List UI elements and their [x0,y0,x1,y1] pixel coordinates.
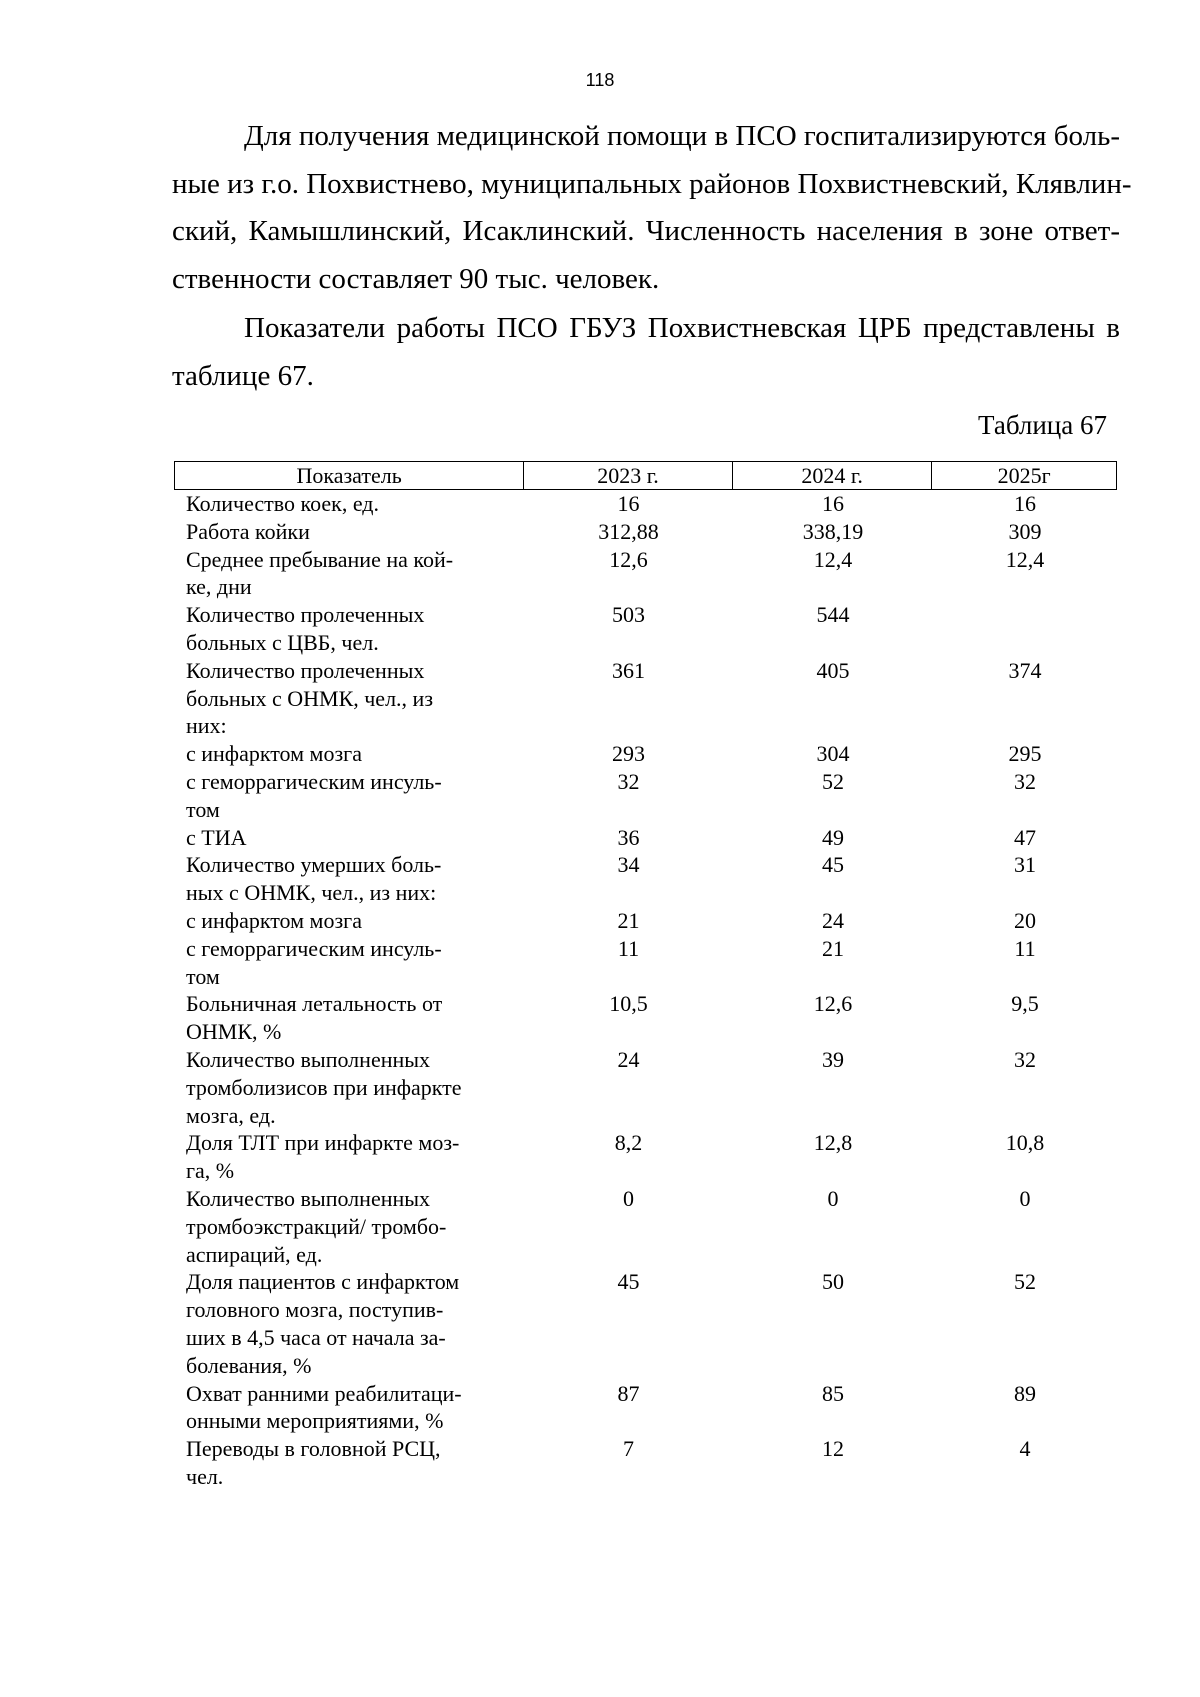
page-number: 118 [585,70,615,90]
indicator-label-line: них: [186,713,227,739]
value-cell-2023: 12,6 [609,546,648,572]
column-header-2024: 2024 г. [733,462,933,489]
indicator-label-line: ке, дни [186,574,252,600]
table-row [174,935,1117,991]
value-cell-2024: 405 [816,657,850,683]
indicator-cell [174,1046,524,1129]
indicator-label-line: Количество умерших боль- [186,852,442,878]
indicator-label-line: Работа койки [186,518,310,544]
indicator-label-line: с инфарктом мозга [186,907,362,933]
value-cell-2024: 24 [822,907,844,933]
value-cell-2023: 0 [623,1185,634,1211]
indicator-cell [174,518,524,546]
indicator-label-line: Количество пролеченных [186,657,425,683]
value-cell-2025: 0 [1019,1185,1031,1211]
table-row [174,768,1117,824]
indicator-label-line: ОНМК, % [186,1019,282,1045]
indicator-cell [174,1380,524,1436]
indicator-label-line: Переводы в головной РСЦ, [186,1436,441,1462]
table-row [174,851,1117,907]
value-cell-2023: 36 [617,824,640,850]
value-cell-2024: 49 [822,824,844,850]
indicator-cell [174,1185,524,1268]
indicator-label-line: Среднее пребывание на кой- [186,546,454,572]
value-cell-2025 [933,601,1117,657]
table-row [174,546,1117,602]
value-cell-2025: 309 [1008,518,1042,544]
indicator-cell [174,851,524,907]
indicator-cell [174,490,524,518]
indicator-cell [174,1435,524,1491]
value-cell-2024: 39 [822,1046,844,1072]
indicator-label-line: мозга, ед. [186,1102,276,1128]
indicator-cell [174,546,524,602]
value-cell-2023: 7 [623,1436,634,1462]
table-caption: Таблица 67 [978,410,1107,440]
table-row [174,1435,1117,1491]
paragraph-hospitalization [172,113,1132,304]
value-cell-2025: 47 [1014,824,1036,850]
indicator-label-line: с геморрагическим инсуль- [186,935,442,961]
table-row [174,1129,1117,1185]
paragraph-line: Показатели работы ПСО ГБУЗ Похвистневская ЦРБ представлены в [244,312,1120,344]
indicator-label-line: с инфарктом мозга [186,741,362,767]
indicator-cell [174,657,524,740]
indicator-label-line: онными мероприятиями, % [186,1408,444,1434]
value-cell-2023: 21 [617,907,640,933]
value-cell-2025: 89 [1014,1380,1036,1406]
indicator-label-line: болевания, % [186,1352,312,1378]
value-cell-2023: 312,88 [598,518,659,544]
value-cell-2023: 34 [617,852,640,878]
value-cell-2025: 374 [1008,657,1042,683]
table-row [174,907,1117,935]
value-cell-2024: 12,8 [813,1130,853,1156]
indicator-label-line: ных с ОНМК, чел., из них: [186,880,437,906]
value-cell-2025: 20 [1014,907,1036,933]
paragraph-line: таблице 67. [172,359,314,392]
value-cell-2023: 503 [612,602,645,628]
paragraph-table-intro [172,305,1120,400]
value-cell-2024: 16 [822,491,844,516]
value-cell-2023: 293 [612,741,645,767]
value-cell-2024: 85 [822,1380,844,1406]
value-cell-2023: 8,2 [614,1130,643,1156]
indicator-label-line: с ТИА [186,824,247,850]
table-row [174,1046,1117,1129]
value-cell-2024: 50 [822,1269,844,1295]
paragraph-line: ные из г.о. Похвистнево, муниципальных районов Похвистневский, Клявлин- [172,167,1132,200]
value-cell-2023: 87 [617,1380,640,1406]
value-cell-2025: 11 [1014,935,1036,961]
table-row [174,601,1117,657]
value-cell-2025: 4 [1019,1436,1031,1462]
value-cell-2024: 12,6 [813,991,853,1017]
indicator-cell [174,935,524,991]
indicator-label-line: Больничная летальность от [186,991,443,1017]
value-cell-2025: 12,4 [1005,546,1045,572]
value-cell-2024: 304 [816,741,850,767]
value-cell-2023: 10,5 [609,991,648,1017]
indicator-label-line: тромбоэкстракций/ тромбо- [186,1213,447,1239]
indicator-cell [174,740,524,768]
table-row [174,1380,1117,1436]
value-cell-2025: 295 [1008,741,1042,767]
indicator-label-line: Охват ранними реабилитаци- [186,1380,462,1406]
indicator-label-line: с геморрагическим инсуль- [186,768,442,794]
value-cell-2024: 338,19 [802,518,864,544]
indicator-label-line: больных с ЦВБ, чел. [186,629,379,655]
value-cell-2024: 544 [816,602,850,628]
indicator-label-line: Количество выполненных [186,1046,431,1072]
value-cell-2025: 16 [1014,491,1036,516]
table-row [174,740,1117,768]
value-cell-2025: 10,8 [1005,1130,1045,1156]
value-cell-2025: 31 [1014,852,1036,878]
indicator-cell [174,990,524,1046]
indicator-cell [174,907,524,935]
value-cell-2024: 45 [822,852,844,878]
indicator-label-line: больных с ОНМК, чел., из [186,685,434,711]
table-body [174,490,1117,1491]
table-row [174,657,1117,740]
value-cell-2025: 9,5 [1011,991,1039,1017]
table-row [174,990,1117,1046]
indicator-cell [174,824,524,852]
value-cell-2023: 16 [617,491,640,516]
indicator-label-line: Доля ТЛТ при инфаркте моз- [186,1130,460,1156]
indicator-label-line: головного мозга, поступив- [186,1297,444,1323]
column-header-2025: 2025г [997,462,1051,488]
column-header-indicator: Показатель [175,462,524,489]
value-cell-2023: 32 [617,768,640,794]
value-cell-2024: 0 [827,1185,839,1211]
indicator-label-line: Количество коек, ед. [186,491,379,516]
indicator-label-line: том [186,796,220,822]
indicator-cell [174,768,524,824]
value-cell-2025: 32 [1014,1046,1036,1072]
column-header-2023: 2023 г. [524,462,733,489]
table-row [174,1268,1117,1379]
paragraph-line: Для получения медицинской помощи в ПСО госпитализируются боль- [244,120,1120,152]
table-header [174,461,1117,490]
value-cell-2023: 361 [612,657,645,683]
value-cell-2024: 52 [822,768,844,794]
value-cell-2023: 11 [617,935,640,961]
indicator-label-line: Количество выполненных [186,1185,431,1211]
paragraph-line: ский, Камышлинский, Исаклинский. Численность населения в зоне ответ- [172,215,1120,248]
table-row [174,824,1117,852]
value-cell-2023: 24 [617,1046,640,1072]
value-cell-2024: 12,4 [813,546,853,572]
indicator-label-line: чел. [186,1463,224,1489]
paragraph-line: ственности составляет 90 тыс. человек. [172,263,660,296]
indicator-label-line: Количество пролеченных [186,602,425,628]
table-row [174,1185,1117,1268]
value-cell-2024: 12 [822,1436,844,1462]
table-row [174,518,1117,546]
indicator-label-line: ших в 4,5 часа от начала за- [186,1324,446,1350]
value-cell-2024: 21 [822,935,844,961]
indicator-label-line: Доля пациентов с инфарктом [186,1269,460,1295]
indicator-label-line: тромболизисов при инфаркте [186,1074,462,1100]
value-cell-2025: 32 [1014,768,1036,794]
indicator-cell [174,1129,524,1185]
value-cell-2023: 45 [617,1269,640,1295]
value-cell-2025: 52 [1014,1269,1036,1295]
table-row [174,490,1117,518]
indicator-label-line: аспираций, ед. [186,1241,323,1267]
indicator-label-line: га, % [186,1158,235,1184]
indicator-cell [174,1268,524,1379]
indicator-label-line: том [186,963,220,989]
indicator-cell [174,601,524,657]
